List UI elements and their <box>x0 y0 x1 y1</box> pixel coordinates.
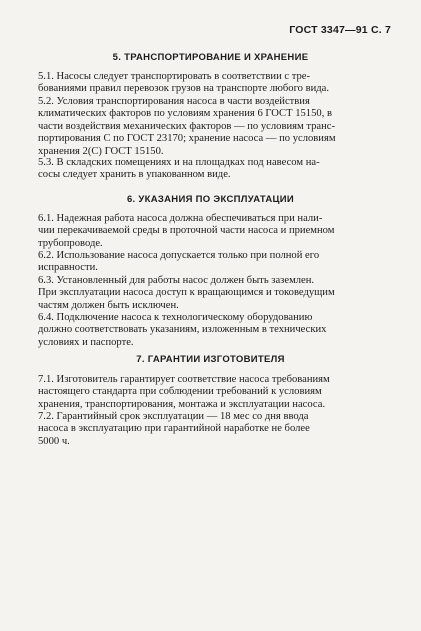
paragraph-5-1: 5.1. Насосы следует транспортировать в соответствии с тре- бованиями правил перевозок грузов на транспорте любого вида. <box>38 71 330 95</box>
section-5-title: 5. ТРАНСПОРТИРОВАНИЕ И ХРАНЕНИЕ <box>112 52 309 63</box>
paragraph-7-1: 7.1. Изготовитель гарантирует соответствие насоса требованиям настоящего стандарта при соблюдении требований к условиям хранения, транспортирования, монтажа и эксплуатации насоса. <box>38 374 330 410</box>
paragraph-5-3: 5.3. В складских помещениях и на площадках под навесом на- сосы следует хранить в упакованном виде. <box>38 157 320 181</box>
paragraph-6-3: 6.3. Установленный для работы насос должен быть заземлен. При эксплуатации насоса доступ к вращающимся и токоведущим частям должен быть исключен. <box>38 275 335 311</box>
section-7-title: 7. ГАРАНТИИ ИЗГОТОВИТЕЛЯ <box>136 354 285 365</box>
section-6-title: 6. УКАЗАНИЯ ПО ЭКСПЛУАТАЦИИ <box>126 194 295 205</box>
paragraph-6-2: 6.2. Использование насоса допускается только при полной его исправности. <box>38 250 320 274</box>
paragraph-5-2: 5.2. Условия транспортирования насоса в части воздействия климатических факторов по условиям хранения 6 ГОСТ 15150, в части воздействия механических факторов — по условиям транс- портирования С по ГОСТ 23170; хранение насоса — по условиям хранения 2(С) ГОСТ 15150. <box>38 96 336 157</box>
paragraph-7-2: 7.2. Гарантийный срок эксплуатации — 18 мес со дня ввода насоса в эксплуатацию при гарантийной наработке не более 5000 ч. <box>38 411 310 447</box>
paragraph-6-1: 6.1. Надежная работа насоса должна обеспечиваться при нали- чии перекачиваемой среды в проточной части насоса и приемном трубопроводе. <box>38 213 335 249</box>
page-header: ГОСТ 3347—91 С. 7 <box>289 24 391 36</box>
paragraph-6-4: 6.4. Подключение насоса к технологическому оборудованию должно соответствовать указаниям, изложенным в технических условиях и паспорте. <box>38 312 327 348</box>
